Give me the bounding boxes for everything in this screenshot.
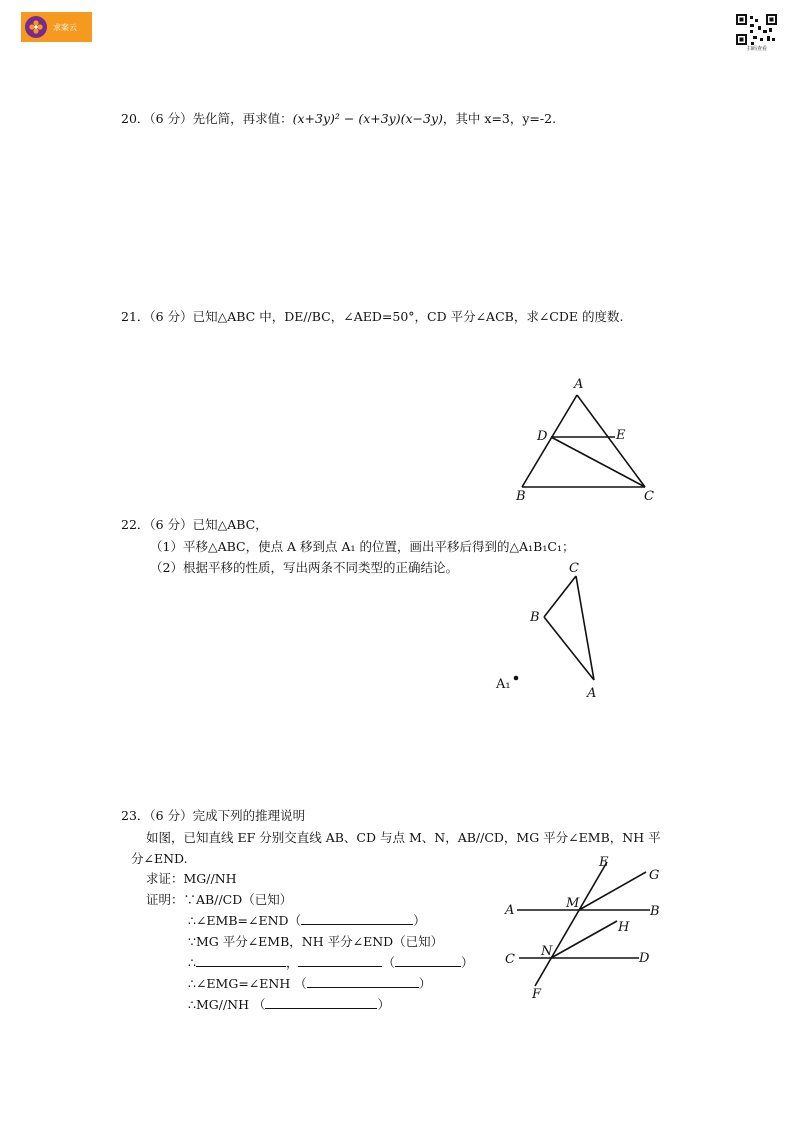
q20-text: 先化简，再求值： [192, 111, 293, 126]
q22-label-b: B [530, 610, 540, 625]
q23-blank-4[interactable] [395, 954, 461, 967]
q23-label-n: N [541, 944, 553, 959]
q23-ray-mg [579, 872, 646, 910]
q23-proof-label: 证明： [146, 892, 184, 907]
q22-part-2: （2）根据平移的性质，写出两条不同类型的正确结论。 [150, 560, 458, 575]
q23-label-a: A [505, 903, 515, 918]
q22-side-ba [544, 617, 594, 680]
q23-proof-s1: ∵AB//CD（已知） [183, 892, 293, 907]
q21-label-d: D [537, 429, 548, 444]
question-23 [121, 806, 305, 824]
q21-label-a: A [574, 377, 584, 392]
q23-proof-s2: ∴∠EMB=∠END（ [188, 913, 302, 928]
q23-parallel-lines-figure [500, 850, 670, 1005]
brand-logo [21, 12, 92, 42]
q20-expression: (x+3y)² − (x+3y)(x−3y) [292, 111, 443, 126]
q23-proof-s2-end: ） [413, 913, 426, 928]
q23-blank-3[interactable] [298, 954, 382, 967]
q21-triangle-figure [505, 370, 675, 505]
q23-blank-5[interactable] [307, 975, 419, 988]
q23-proof-s4-close: ） [460, 955, 474, 970]
q23-proof-line-4 [188, 953, 474, 971]
q22-side-ca [576, 576, 594, 680]
flower-icon [25, 16, 47, 38]
question-22 [121, 515, 268, 533]
q23-prove: 求证：MG//NH [146, 871, 237, 886]
q23-blank-1[interactable] [301, 912, 413, 925]
question-21 [121, 307, 623, 325]
q23-proof-s6: ∴MG//NH （ [188, 997, 266, 1012]
q22-side-cb [544, 576, 576, 617]
q23-proof-s4-open: （ [382, 955, 395, 970]
q21-score: （6 分） [149, 309, 193, 324]
logo-text: 求案云 [53, 22, 77, 32]
qr-caption: 扫码查看 [746, 46, 767, 52]
q23-proof-s4-comma: ， [285, 955, 299, 970]
q23-proof-line-2 [188, 911, 426, 929]
q23-proof-s5: ∴∠EMG=∠ENH （ [188, 976, 307, 991]
q23-proof-s5-end: ） [418, 976, 432, 991]
q23-ray-nh [551, 921, 617, 958]
q21-segment-dc [551, 437, 645, 487]
q23-proof-line-3: ∵MG 平分∠EMB，NH 平分∠END（已知） [188, 934, 444, 949]
q22-label-c: C [569, 561, 579, 576]
q23-text: 完成下列的推理说明 [192, 808, 306, 823]
q22-text: 已知△ABC， [192, 517, 268, 532]
q23-blank-6[interactable] [265, 996, 377, 1009]
q23-proof-s4-prefix: ∴ [188, 955, 196, 970]
q23-score: （6 分） [149, 808, 193, 823]
q23-label-e: E [599, 855, 609, 870]
q22-score: （6 分） [149, 517, 193, 532]
q23-description-2: 分∠END. [131, 851, 188, 866]
q23-label-h: H [618, 920, 630, 935]
q20-score: （6 分） [149, 111, 193, 126]
q23-blank-2[interactable] [196, 954, 286, 967]
q23-label-b: B [650, 904, 660, 919]
q21-label-e: E [616, 428, 626, 443]
q22-triangle-figure [490, 558, 620, 703]
q22-point-a1 [514, 676, 519, 681]
q23-proof-line-1 [146, 890, 292, 908]
q22-part-1: （1）平移△ABC，使点 A 移到点 A₁ 的位置，画出平移后得到的△A₁B₁C₁； [150, 539, 575, 554]
q21-label-c: C [644, 489, 654, 504]
q23-label-c: C [505, 952, 515, 967]
q20-number: 20． [121, 111, 150, 126]
q21-text: 已知△ABC 中，DE//BC，∠AED=50°，CD 平分∠ACB，求∠CDE 的度数. [192, 309, 624, 324]
q23-label-f: F [532, 987, 542, 1002]
q23-line-ef [535, 862, 607, 986]
q23-description-1: 如图，已知直线 EF 分别交直线 AB、CD 与点 M、N，AB//CD，MG 平分∠EMB，NH 平 [146, 830, 661, 845]
q23-label-m: M [566, 896, 580, 911]
qr-code-icon [736, 14, 778, 52]
q22-number: 22． [121, 517, 150, 532]
question-20 [121, 109, 556, 127]
q21-side-ac [577, 395, 645, 487]
q22-label-a: A [587, 686, 597, 701]
q23-label-d: D [639, 951, 650, 966]
q23-number: 23． [121, 808, 150, 823]
q21-label-b: B [516, 489, 526, 504]
q23-proof-line-5 [188, 974, 431, 992]
q21-side-ab [522, 395, 577, 487]
q21-number: 21． [121, 309, 150, 324]
q23-proof-s6-end: ） [377, 997, 390, 1012]
q20-condition: ，其中 x=3，y=-2. [442, 111, 557, 126]
q23-label-g: G [649, 868, 660, 883]
q23-proof-line-6 [188, 995, 390, 1013]
q22-label-a1: A₁ [496, 677, 511, 692]
